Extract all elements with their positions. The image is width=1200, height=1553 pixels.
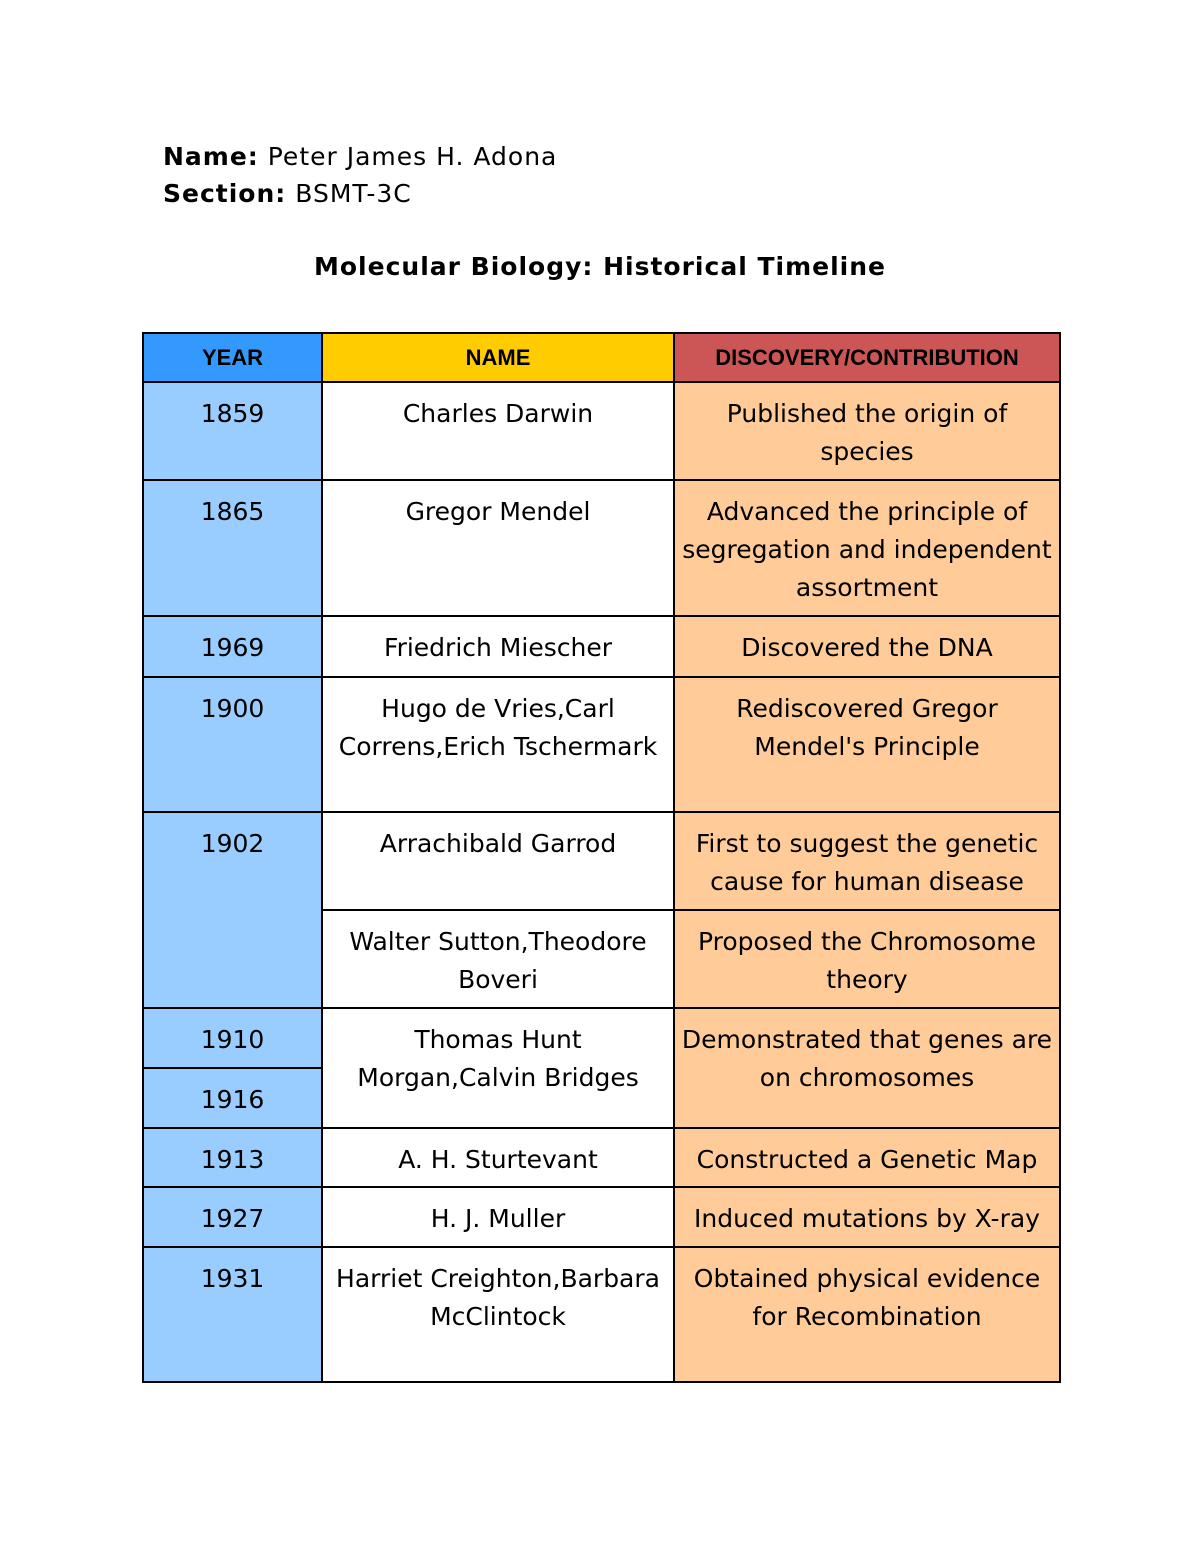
column-header-year: YEAR [143,333,322,382]
table-row [143,677,1060,812]
column-header-name: NAME [322,333,674,382]
name-cell: Arrachibald Garrod [322,812,674,910]
table-row [143,1187,1060,1247]
student-name-line [163,142,557,171]
name-value: Peter James H. Adona [267,142,558,171]
discovery-cell: Discovered the DNA [674,616,1060,677]
name-cell: Gregor Mendel [322,480,674,616]
name-label: Name: [163,142,259,171]
name-cell: Harriet Creighton,Barbara McClintock [322,1247,674,1382]
name-cell: Walter Sutton,Theodore Boveri [322,910,674,1008]
year-cell: 1913 [143,1128,322,1187]
year-cell: 1910 [143,1008,322,1068]
name-cell: H. J. Muller [322,1187,674,1247]
column-header-discovery: DISCOVERY/CONTRIBUTION [674,333,1060,382]
name-cell: A. H. Sturtevant [322,1128,674,1187]
discovery-cell: Constructed a Genetic Map [674,1128,1060,1187]
name-cell: Thomas Hunt Morgan,Calvin Bridges [322,1008,674,1128]
year-cell: 1900 [143,677,322,812]
table-row [143,382,1060,480]
table-row [143,1128,1060,1187]
year-cell: 1931 [143,1247,322,1382]
discovery-cell: First to suggest the genetic cause for human disease [674,812,1060,910]
discovery-cell: Proposed the Chromosome theory [674,910,1060,1008]
year-cell: 1927 [143,1187,322,1247]
year-cell: 1916 [143,1068,322,1128]
table-row [143,812,1060,910]
timeline-table [142,332,1061,1383]
table-header-row [143,333,1060,382]
discovery-cell: Demonstrated that genes are on chromosomes [674,1008,1060,1128]
discovery-cell: Published the origin of species [674,382,1060,480]
year-cell: 1865 [143,480,322,616]
year-cell: 1902 [143,812,322,1008]
section-value: BSMT-3C [295,179,412,208]
discovery-cell: Induced mutations by X-ray [674,1187,1060,1247]
discovery-cell: Advanced the principle of segregation and independent assortment [674,480,1060,616]
page-title: Molecular Biology: Historical Timeline [314,252,886,281]
table-row [143,616,1060,677]
student-section-line [163,179,412,208]
table-row [143,1247,1060,1382]
name-cell: Friedrich Miescher [322,616,674,677]
discovery-cell: Rediscovered Gregor Mendel's Principle [674,677,1060,812]
year-cell: 1969 [143,616,322,677]
table-row [143,1008,1060,1068]
name-cell: Hugo de Vries,Carl Correns,Erich Tschermark [322,677,674,812]
table-row [143,480,1060,616]
year-cell: 1859 [143,382,322,480]
name-cell: Charles Darwin [322,382,674,480]
section-label: Section: [163,179,287,208]
discovery-cell: Obtained physical evidence for Recombination [674,1247,1060,1382]
